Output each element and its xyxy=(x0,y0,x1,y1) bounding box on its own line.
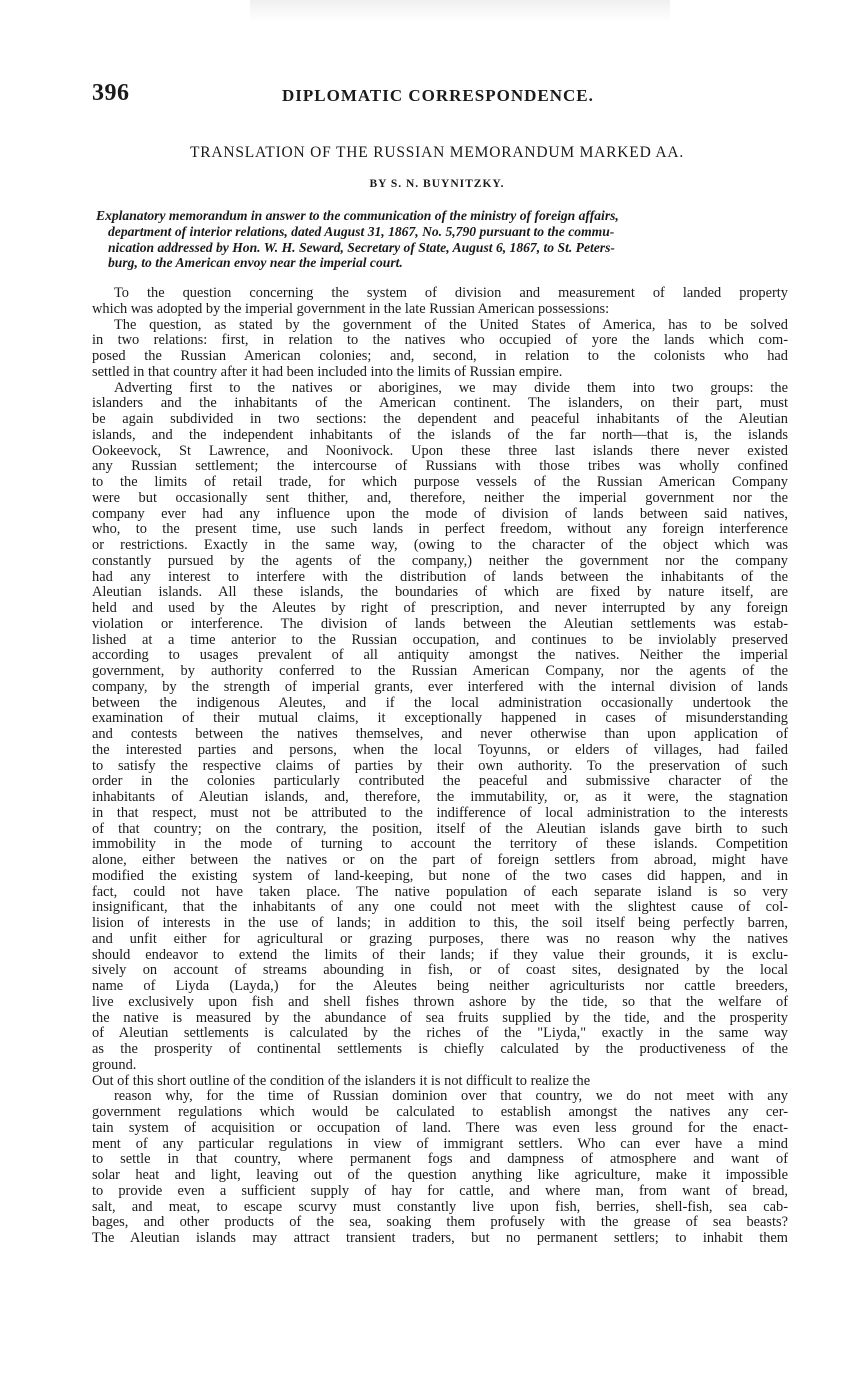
body-line: live exclusively upon fish and shell fishes thrown ashore by the tide, so that the welfare of xyxy=(92,993,788,1010)
explanatory-caption xyxy=(96,208,784,271)
byline: BY S. N. BUYNITZKY. xyxy=(369,178,505,190)
body-line: to satisfy the respective claims of parties by their own authority. To the preservation of such xyxy=(92,757,788,774)
caption-line: burg, to the American envoy near the imperial court. xyxy=(108,255,403,271)
body-line: modified the existing system of land-keeping, but none of the two cases did happen, and in xyxy=(92,867,788,884)
body-line: according to usages prevalent of all antiquity amongst the natives. Neither the imperial xyxy=(92,647,788,664)
body-line: The question, as stated by the government of the United States of America, has to be solved xyxy=(114,316,788,333)
caption-line: nication addressed by Hon. W. H. Seward, Secretary of State, August 6, 1867, to St. Peters- xyxy=(108,239,615,255)
body-line: Ookeevock, St Lawrence, and Noonivock. Upon these three last islands there never existed xyxy=(92,442,788,459)
body-line: be again subdivided in two sections: the dependent and peaceful inhabitants of the Aleutian xyxy=(92,411,788,427)
body-line: government, by authority conferred to the Russian American Company, nor the agents of the xyxy=(92,663,788,679)
body-line: immobility in the mode of turning to account the territory of these islands. Competition xyxy=(92,836,788,853)
body-line: to the limits of retail trade, for which purpose vessels of the Russian American Company xyxy=(92,474,788,490)
body-line: were but occasionally sent thither, and, therefore, neither the imperial government nor the xyxy=(92,489,788,506)
body-text xyxy=(92,286,788,1247)
body-line: between the indigenous Aleutes, and if the local administration occasionally undertook the xyxy=(92,694,788,711)
caption-line: department of interior relations, dated August 31, 1867, No. 5,790 pursuant to the commu- xyxy=(108,223,615,239)
body-line: The Aleutian islands may attract transient traders, but no permanent settlers; to inhabit them xyxy=(92,1230,788,1246)
body-line: Adverting first to the natives or aborigines, we may divide them into two groups: the xyxy=(114,379,788,396)
body-line: bages, and other products of the sea, soaking them profusely with the grease of sea beasts? xyxy=(92,1214,788,1231)
body-line: Aleutian islands. All these islands, the boundaries of which are fixed by nature itself, are xyxy=(92,584,788,601)
body-line: to provide even a sufficient supply of hay for cattle, and where man, from want of bread, xyxy=(92,1182,788,1199)
document-title: TRANSLATION OF THE RUSSIAN MEMORANDUM MARKED AA. xyxy=(189,144,685,161)
body-line: order in the colonies particularly contributed the peaceful and submissive character of the xyxy=(92,773,788,790)
body-line: inhabitants of Aleutian islands, and, therefore, the immutability, or, as it were, the stagnation xyxy=(92,789,788,805)
body-line: which was adopted by the imperial government in the late Russian American possessions: xyxy=(92,300,610,317)
body-line: held and used by the Aleutes by right of prescription, and never interrupted by any foreign xyxy=(92,600,788,616)
body-line: had any interest to interfere with the distribution of lands between the inhabitants of the xyxy=(92,568,788,585)
body-line: violation or interference. The division of lands between the Aleutian settlements was estab- xyxy=(92,615,788,632)
body-line: islanders and the inhabitants of the American continent. The islanders, on their part, must xyxy=(92,395,788,412)
body-line: name of Liyda (Layda,) for the Aleutes being neither agriculturists nor cattle breeders, xyxy=(92,978,788,994)
body-line: any Russian settlement; the intercourse of Russians with those tribes was wholly confined xyxy=(92,458,788,475)
body-line: examination of their mutual claims, it exceptionally happened in cases of misunderstanding xyxy=(92,710,788,727)
body-line: islands, and the independent inhabitants of the islands of the far north—that is, the islands xyxy=(92,426,788,443)
body-line: sively on account of streams abounding in fish, or of coast sites, designated by the local xyxy=(92,962,788,979)
body-line: To the question concerning the system of division and measurement of landed property xyxy=(114,285,788,301)
body-line: or restrictions. Exactly in the same way, (owing to the character of the object which was xyxy=(92,537,788,553)
body-line: lision of interests in the use of lands; in addition to this, the soil itself being perfectly barren, xyxy=(92,915,788,931)
body-line: insignificant, that the inhabitants of any one could not meet with the slightest cause of col- xyxy=(92,899,788,916)
body-line: tain system of acquisition or occupation of land. There was even less ground for the enact- xyxy=(92,1119,788,1136)
body-line: Out of this short outline of the condition of the islanders it is not difficult to realize the xyxy=(92,1072,591,1089)
body-line: fact, could not have taken place. The native population of each separate island is so very xyxy=(92,883,788,900)
body-line: settled in that country after it had been included into the limits of Russian empire. xyxy=(92,363,563,380)
body-line: company, by the strength of imperial grants, ever interfered with the internal division of lands xyxy=(92,678,788,695)
body-line: company ever had any influence upon the mode of division of lands between said natives, xyxy=(92,505,788,522)
body-line: ground. xyxy=(92,1056,137,1073)
body-line: lished at a time anterior to the Russian occupation, and continues to be inviolably preserved xyxy=(92,631,788,648)
body-line: the native is measured by the abundance of sea fruits supplied by the tide, and the prosperity xyxy=(92,1009,788,1026)
running-title: DIPLOMATIC CORRESPONDENCE. xyxy=(282,86,594,105)
page-number: 396 xyxy=(92,80,130,106)
body-line: who, to the present time, use such lands in perfect freedom, without any foreign interference xyxy=(92,521,788,538)
body-line: to settle in that country, where permanent fogs and dampness of atmosphere and want of xyxy=(92,1151,788,1168)
body-line: as the prosperity of continental settlements is chiefly calculated by the productiveness of the xyxy=(92,1041,788,1057)
body-line: reason why, for the time of Russian dominion over that country, we do not meet with any xyxy=(114,1088,788,1105)
body-line: government regulations which would be calculated to establish amongst the natives any cer- xyxy=(92,1104,788,1120)
body-line: ment of any particular regulations in view of immigrant settlers. Who can ever have a mind xyxy=(92,1135,788,1152)
body-line: should endeavor to extend the limits of their lands; if they value their grounds, it is exclu- xyxy=(92,946,788,963)
body-line: the interested parties and persons, when the local Toyunns, or elders of villages, had failed xyxy=(92,741,788,758)
body-line: posed the Russian American colonies; and, second, in relation to the colonists who had xyxy=(92,348,788,364)
body-line: and unfit either for agricultural or grazing purposes, there was no reason why the natives xyxy=(92,930,788,947)
body-line: constantly pursued by the agents of the company,) neither the government nor the company xyxy=(92,552,788,569)
body-line: in two relations: first, in relation to the natives who occupied of yore the lands which com- xyxy=(92,332,788,349)
body-line: of Aleutian settlements is calculated by the riches of the "Liyda," exactly in the same way xyxy=(92,1025,788,1042)
body-line: of that country; on the contrary, the position, itself of the Aleutian islands gave birth to such xyxy=(92,820,788,837)
body-line: in that respect, must not be attributed to the indifference of local administration to the interests xyxy=(92,804,788,821)
caption-line: Explanatory memorandum in answer to the communication of the ministry of foreign affairs, xyxy=(96,208,619,223)
scan-smudge xyxy=(250,0,670,22)
body-line: alone, either between the natives or on the part of foreign settlers from abroad, might have xyxy=(92,852,788,868)
body-line: solar heat and light, leaving out of the question anything like agriculture, make it impossible xyxy=(92,1167,788,1183)
body-line: and contests between the natives themselves, and never otherwise than upon application of xyxy=(92,726,788,742)
body-line: salt, and meat, to escape scurvy must constantly live upon fish, berries, shell-fish, sea cab- xyxy=(92,1198,788,1215)
running-header xyxy=(92,80,782,110)
